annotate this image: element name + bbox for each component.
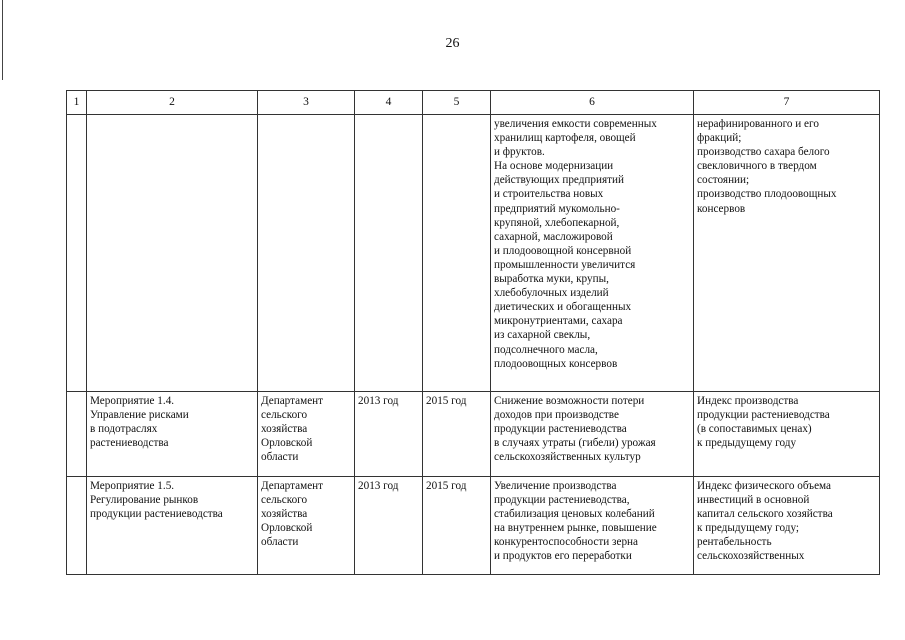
table-cell: увеличения емкости современных хранилищ картофеля, овощей и фруктов. На основе модернизации действующих предприятий и строительства новых предприятий мукомольно- крупяной, хлебопекарной, сахарной, масложировой и плодоовощной консервной промышленности увеличится выработка муки, крупы, хлебобулочных изделий диетических и обогащенных микронутриентами, сахара из сахарной свеклы, подсолнечного масла, плодоовощных консервов bbox=[491, 115, 694, 392]
table-cell: Департамент сельского хозяйства Орловской области bbox=[258, 477, 355, 575]
column-header: 1 bbox=[67, 91, 87, 115]
page-number: 26 bbox=[445, 36, 460, 51]
table-header-row bbox=[67, 91, 880, 115]
table-cell: Департамент сельского хозяйства Орловской области bbox=[258, 392, 355, 477]
table-cell bbox=[67, 392, 87, 477]
table-cell: нерафинированного и его фракций; производство сахара белого свекловичного в твердом состоянии; производство плодоовощных консервов bbox=[694, 115, 880, 392]
table-cell: Снижение возможности потери доходов при производстве продукции растениеводства в случаях утраты (гибели) урожая сельскохозяйственных культур bbox=[491, 392, 694, 477]
table-cell bbox=[87, 115, 258, 392]
column-header: 7 bbox=[694, 91, 880, 115]
table-cell bbox=[423, 115, 491, 392]
column-header: 5 bbox=[423, 91, 491, 115]
column-header: 3 bbox=[258, 91, 355, 115]
table-cell bbox=[67, 115, 87, 392]
table-cell: 2015 год bbox=[423, 477, 491, 575]
table-cell: Мероприятие 1.4. Управление рисками в подотраслях растениеводства bbox=[87, 392, 258, 477]
column-header: 2 bbox=[87, 91, 258, 115]
column-header: 4 bbox=[355, 91, 423, 115]
table-cell: 2013 год bbox=[355, 477, 423, 575]
table-row bbox=[67, 392, 880, 477]
document-table bbox=[66, 90, 880, 575]
table-cell bbox=[258, 115, 355, 392]
column-header: 6 bbox=[491, 91, 694, 115]
table-cell bbox=[355, 115, 423, 392]
table-cell: Индекс физического объема инвестиций в основной капитал сельского хозяйства к предыдущему году; рентабельность сельскохозяйственных bbox=[694, 477, 880, 575]
table-cell: Индекс производства продукции растениеводства (в сопоставимых ценах) к предыдущему году bbox=[694, 392, 880, 477]
table-cell: 2013 год bbox=[355, 392, 423, 477]
table-row bbox=[67, 477, 880, 575]
table-row bbox=[67, 115, 880, 392]
table-cell: Увеличение производства продукции растениеводства, стабилизация ценовых колебаний на внутреннем рынке, повышение конкурентоспособности зерна и продуктов его переработки bbox=[491, 477, 694, 575]
table-cell: Мероприятие 1.5. Регулирование рынков продукции растениеводства bbox=[87, 477, 258, 575]
table-cell: 2015 год bbox=[423, 392, 491, 477]
table-cell bbox=[67, 477, 87, 575]
